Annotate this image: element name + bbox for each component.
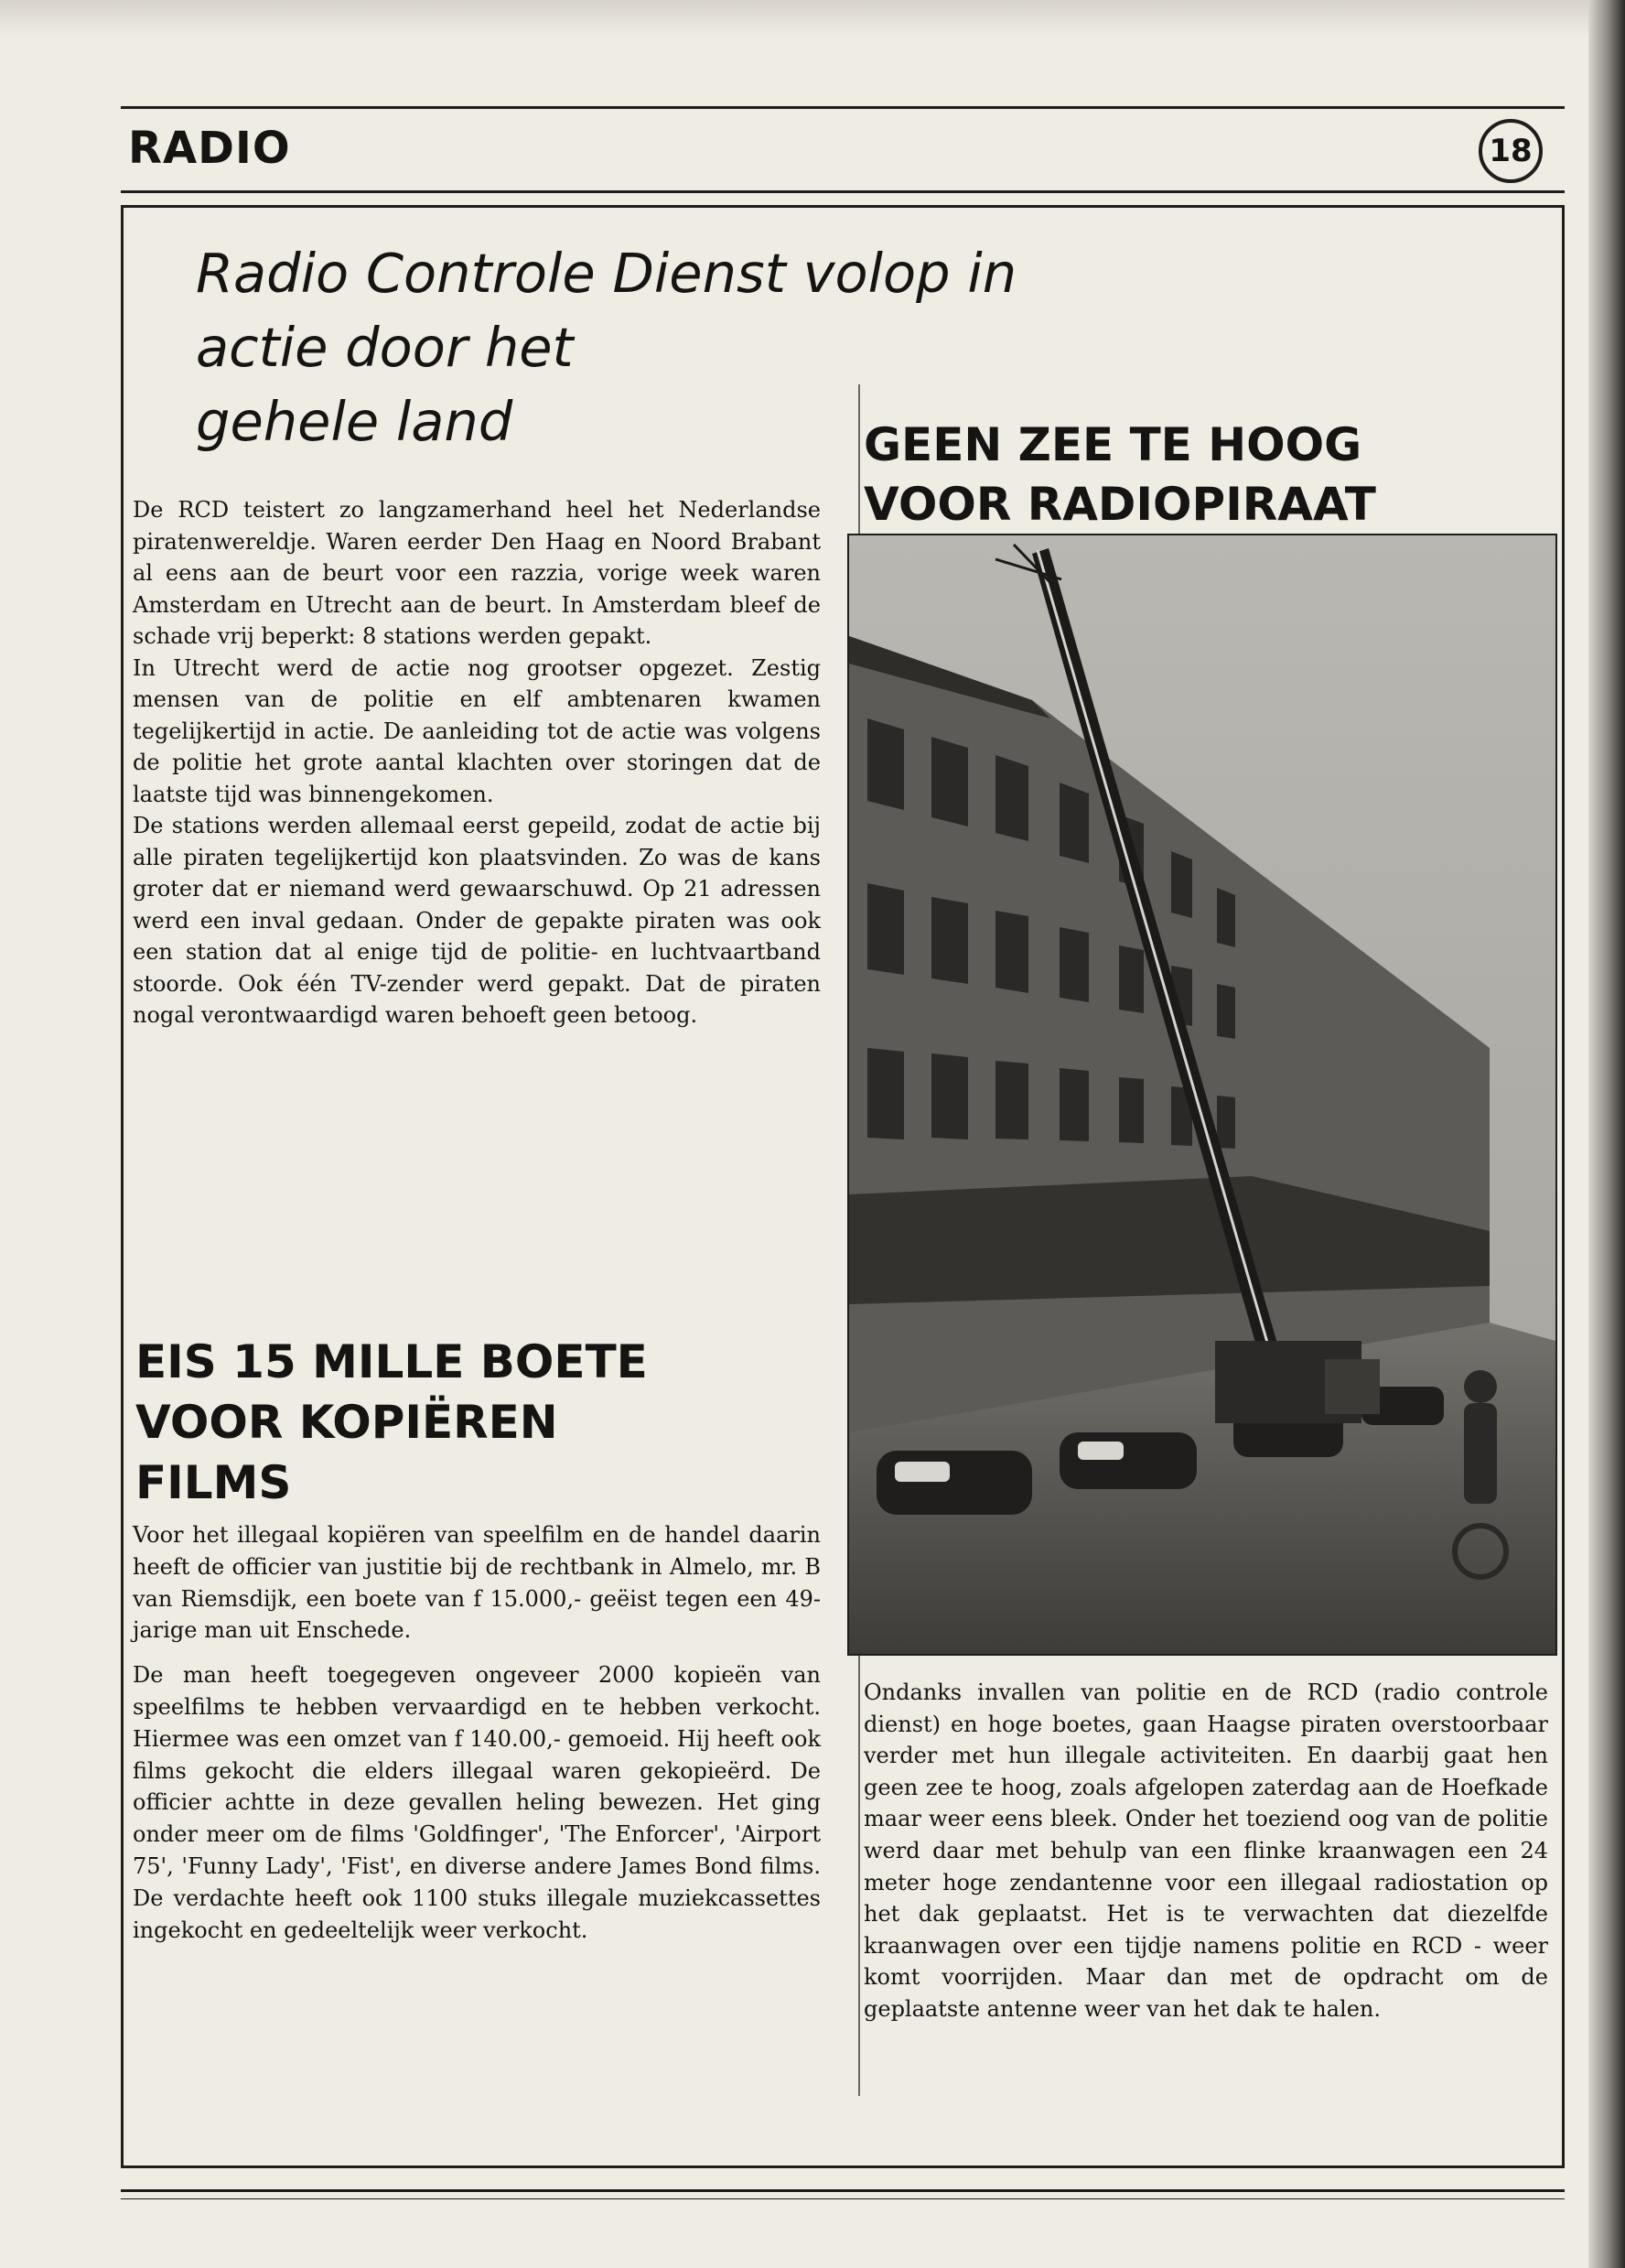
paragraph: De RCD teistert zo langzamerhand heel het Nederlandse piratenwereldje. Waren eerder Den Haag en Noord Brabant al eens aan de beurt voor een razzia, vorige week waren Amsterdam en Utrecht aan de beurt. In Amsterdam bleef de schade vrij beperkt: 8 stations werden gepakt. bbox=[133, 497, 821, 649]
crane-photo bbox=[847, 534, 1557, 1656]
rcd-article-body bbox=[133, 494, 821, 1031]
paragraph: In Utrecht werd de actie nog grootser opgezet. Zestig mensen van de politie en elf ambtenaren kwamen tegelijkertijd in actie. De aanleiding tot de actie was volgens de politie het grote aantal klachten over storingen dat de laatste tijd was binnengekomen. bbox=[133, 654, 821, 807]
boete-article-body bbox=[133, 1519, 821, 1946]
boete-headline-line: VOOR KOPIËREN bbox=[135, 1396, 558, 1449]
header-top-rule bbox=[121, 106, 1565, 109]
piraat-headline bbox=[864, 416, 1376, 535]
page-number-badge bbox=[1479, 119, 1543, 183]
main-headline-line: gehele land bbox=[196, 390, 513, 453]
boete-headline-line: FILMS bbox=[135, 1456, 292, 1509]
boete-headline-line: EIS 15 MILLE BOETE bbox=[135, 1335, 648, 1388]
footer-rule-thin bbox=[121, 2198, 1565, 2199]
paragraph: Voor het illegaal kopiëren van speelfilm en de handel daarin heeft de officier van justitie bij de rechtbank in Almelo, mr. B van Riemsdijk, een boete van f 15.000,- geëist tegen een 49-jarige man uit Enschede. bbox=[133, 1522, 821, 1644]
header-bottom-rule bbox=[121, 190, 1565, 193]
paragraph: De stations werden allemaal eerst gepeild, zodat de actie bij alle piraten tegelijkertijd kon plaatsvinden. Zo was de kans groter dat er niemand werd gewaarschuwd. Op 21 adressen werd een inval gedaan. Onder de gepakte piraten was ook een station dat al enige tijd de politie- en luchtvaartband stoorde. Ook één TV-zender werd gepakt. Dat de piraten nogal verontwaardigd waren behoeft geen betoog. bbox=[133, 813, 821, 1028]
section-title: RADIO bbox=[128, 123, 291, 174]
main-headline-line: Radio Controle Dienst volop in bbox=[196, 242, 1017, 305]
page-number: 18 bbox=[1489, 133, 1533, 169]
page-binding-edge bbox=[1588, 0, 1625, 2268]
main-headline-line: actie door het bbox=[196, 316, 574, 379]
footer-rule bbox=[121, 2189, 1565, 2192]
boete-headline bbox=[135, 1332, 648, 1513]
piraat-headline-line: VOOR RADIOPIRAAT bbox=[864, 478, 1376, 531]
paragraph: De man heeft toegegeven ongeveer 2000 kopieën van speelfilms te hebben vervaardigd en te hebben verkocht. Hiermee was een omzet van f 140.00,- gemoeid. Hij heeft ook films gekocht die elders illegaal waren gekopieërd. De officier achtte in deze gevallen heling bewezen. Het ging onder meer om de films 'Goldfinger', 'The Enforcer', 'Airport 75', 'Funny Lady', 'Fist', en diverse andere James Bond films. De verdachte heeft ook 1100 stuks illegale muziekcassettes ingekocht en gedeeltelijk weer verkocht. bbox=[133, 1662, 821, 1943]
piraat-headline-line: GEEN ZEE TE HOOG bbox=[864, 418, 1362, 471]
crane-photo-illustration bbox=[849, 535, 1555, 1654]
piraat-caption: Ondanks invallen van politie en de RCD (radio controle dienst) en hoge boetes, gaan Haagse piraten overstoorbaar verder met hun illegale activiteiten. En daarbij gaat hen geen zee te hoog, zoals afgelopen zaterdag aan de Hoefkade maar weer eens bleek. Onder het toeziend oog van de politie werd daar met behulp van een flinke kraanwagen een 24 meter hoge zendantenne voor een illegaal radiostation op het dak geplaatst. Het is te verwachten dat diezelfde kraanwagen over een tijdje namens politie en RCD - weer komt voorrijden. Maar dan met de opdracht om de geplaatste antenne weer van het dak te halen. bbox=[864, 1679, 1548, 2022]
page-top-shadow bbox=[0, 0, 1625, 37]
